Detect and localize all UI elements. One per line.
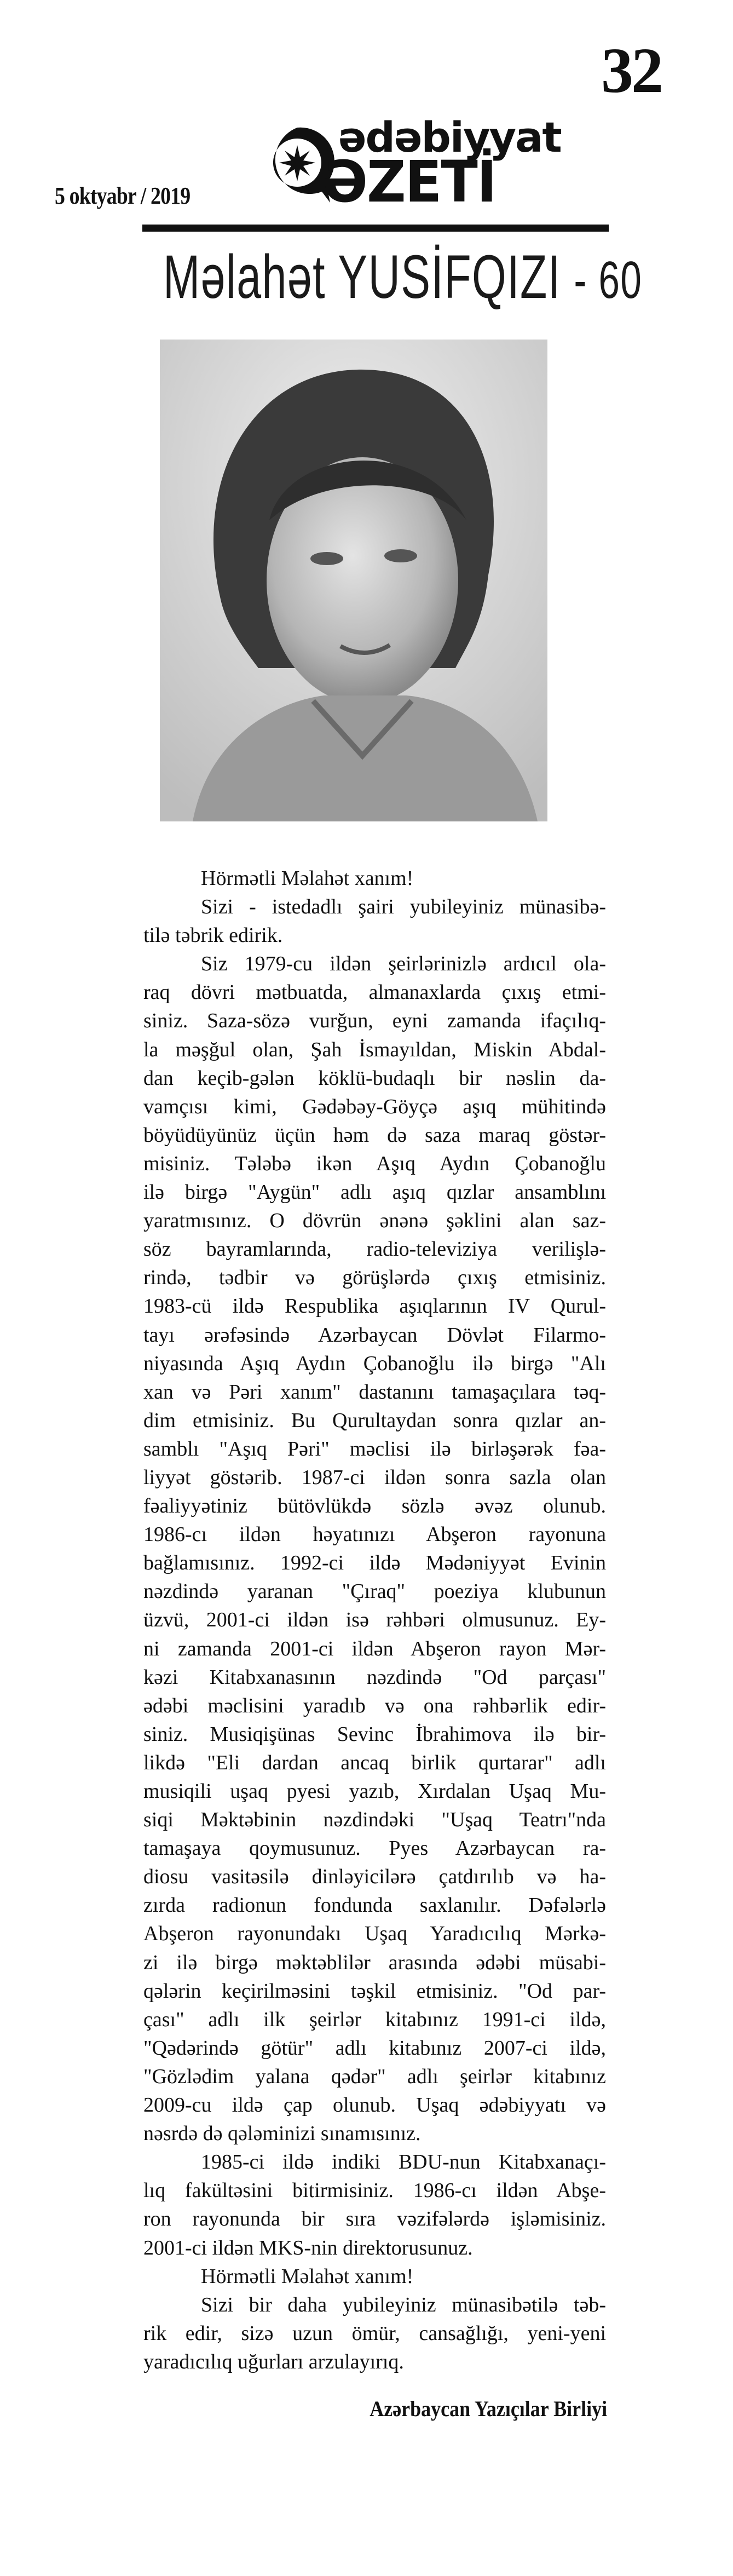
- text-line: böyüdüyünüz üçün həm də saza maraq göstər-: [143, 1123, 606, 1147]
- text-line: Hörmətli Məlahət xanım!: [201, 2264, 414, 2288]
- issue-date: 5 oktyabr / 2019: [55, 182, 191, 209]
- text-line: tayı ərəfəsində Azərbaycan Dövlət Filarmo-: [143, 1323, 606, 1347]
- logo-line-2: ƏZETİ: [322, 148, 496, 215]
- text-line: rində, tədbir və görüşlərdə çıxış etmisiniz.: [143, 1266, 606, 1290]
- text-line: Hörmətli Məlahət xanım!: [201, 867, 414, 890]
- text-line: 2009-cu ildə çap olunub. Uşaq ədəbiyyatı və: [143, 2094, 606, 2117]
- text-line: la məşğul olan, Şah İsmayıldan, Miskin Abdal-: [143, 1038, 606, 1061]
- text-line: Sizi bir daha yubileyiniz münasibətilə təb-: [201, 2293, 606, 2316]
- text-line: 1986-cı ildən həyatınızı Abşeron rayonuna: [143, 1523, 606, 1546]
- text-line: diosu vasitəsilə dinləyicilərə çatdırılıb və ha-: [143, 1865, 606, 1889]
- title-suffix: - 60: [574, 251, 643, 309]
- text-line: Abşeron rayonundakı Uşaq Yaradıcılıq Mərkə-: [143, 1922, 606, 1946]
- newspaper-logo: [256, 113, 563, 215]
- text-line: siniz. Musiqişünas Sevinc İbrahimova ilə bir-: [143, 1722, 606, 1746]
- text-line: üzvü, 2001-ci ildən isə rəhbəri olmusunuz. Ey-: [143, 1608, 606, 1632]
- text-line: fəaliyyətiniz bütövlükdə sözlə əvəz olunub.: [143, 1494, 606, 1518]
- text-line: "Gözlədim yalana qədər" adlı şeirlər kitabınız: [143, 2065, 606, 2088]
- text-line: rik edir, sizə uzun ömür, cansağlığı, yeni-yeni: [143, 2321, 606, 2345]
- text-line: vamçısı kimi, Gədəbəy-Göyçə aşıq mühitində: [143, 1095, 606, 1118]
- text-line: siniz. Saza-sözə vurğun, eyni zamanda ifaçılıq-: [143, 1009, 606, 1033]
- text-line: bağlamısınız. 1992-ci ildə Mədəniyyət Evinin: [143, 1551, 606, 1575]
- text-line: 1985-ci ildə indiki BDU-nun Kitabxanaçı-: [201, 2150, 606, 2174]
- text-line: dan keçib-gələn köklü-budaqlı bir nəslin da-: [143, 1066, 606, 1090]
- text-line: zi ilə birgə məktəblilər arasında ədəbi müsabi-: [143, 1951, 606, 1974]
- text-line: söz bayramlarında, radio-televiziya verilişlə-: [143, 1238, 606, 1261]
- logo-line-1: ədəbiyyat: [338, 113, 561, 162]
- text-line: ədəbi məclisini yaradıb və ona rəhbərlik edir-: [143, 1694, 606, 1717]
- header-rule: [142, 225, 609, 232]
- text-line: 2001-ci ildən MKS-nin direktorusunuz.: [143, 2236, 473, 2259]
- text-line: 1983-cü ildə Respublika aşıqlarının IV Qurul-: [143, 1295, 606, 1318]
- text-line: yaratmısınız. O dövrün ənənə şəklini alan saz-: [143, 1209, 606, 1233]
- text-line: raq dövri mətbuatda, almanaxlarda çıxış etmi-: [143, 981, 606, 1004]
- text-line: Sizi - istedadlı şairi yubileyiniz münasibə-: [201, 895, 606, 919]
- text-line: ilə birgə "Aygün" adlı aşıq qızlar ansamblını: [143, 1181, 606, 1204]
- text-line: misiniz. Tələbə ikən Aşıq Aydın Çobanoğlu: [143, 1152, 606, 1175]
- text-line: tilə təbrik edirik.: [143, 924, 283, 947]
- text-line: Siz 1979-cu ildən şeirlərinizlə ardıcıl ola-: [201, 952, 606, 976]
- text-line: tamaşaya qoymusunuz. Pyes Azərbaycan ra-: [143, 1837, 606, 1860]
- page-number: 32: [601, 34, 661, 106]
- text-line: likdə "Eli dardan ancaq birlik qurtarar" adlı: [143, 1751, 606, 1774]
- text-line: xan və Pəri xanım" dastanını tamaşaçılara təq-: [143, 1380, 606, 1404]
- title-name: Məlahət YUSİFQIZI: [163, 243, 561, 311]
- text-line: "Qədərində götür" adlı kitabınız 2007-ci ildə,: [143, 2036, 606, 2060]
- text-line: liyyət göstərib. 1987-ci ildən sonra sazla olan: [143, 1465, 606, 1489]
- text-line: musiqili uşaq pyesi yazıb, Xırdalan Uşaq Mu-: [143, 1780, 606, 1803]
- text-line: siqi Məktəbinin nəzdindəki "Uşaq Teatrı"nda: [143, 1808, 606, 1832]
- article-title: [163, 243, 642, 311]
- article-body: [143, 864, 606, 2376]
- text-line: nəzdində yaranan "Çıraq" poeziya klubunun: [143, 1580, 606, 1603]
- text-line: çası" adlı ilk şeirlər kitabınız 1991-ci ildə,: [143, 2008, 606, 2031]
- text-line: niyasında Aşıq Aydın Çobanoğlu ilə birgə "Alı: [143, 1352, 606, 1375]
- text-line: samblı "Aşıq Pəri" məclisi ilə birləşərək fəa-: [143, 1437, 606, 1461]
- text-line: ni zamanda 2001-ci ildən Abşeron rayon Mər-: [143, 1637, 606, 1660]
- signature: Azərbaycan Yazıçılar Birliyi: [370, 2396, 607, 2421]
- text-line: kəzi Kitabxanasının nəzdində "Od parçası": [143, 1665, 606, 1689]
- text-line: ron rayonunda bir sıra vəzifələrdə işləmisiniz.: [143, 2207, 606, 2231]
- text-line: lıq fakültəsini bitirmisiniz. 1986-cı ildən Abşe-: [143, 2179, 606, 2203]
- text-line: qələrin keçirilməsini təşkil etmisiniz. "Od par-: [143, 1979, 606, 2003]
- text-line: zırda radionun fondunda saxlanılır. Dəfələrlə: [143, 1894, 606, 1917]
- text-line: yaradıcılıq uğurları arzulayırıq.: [143, 2350, 404, 2373]
- text-line: dim etmisiniz. Bu Qurultaydan sonra qızlar an-: [143, 1408, 606, 1432]
- text-line: nəsrdə də qələminizi sınamısınız.: [143, 2122, 421, 2146]
- portrait-photo: [160, 340, 547, 821]
